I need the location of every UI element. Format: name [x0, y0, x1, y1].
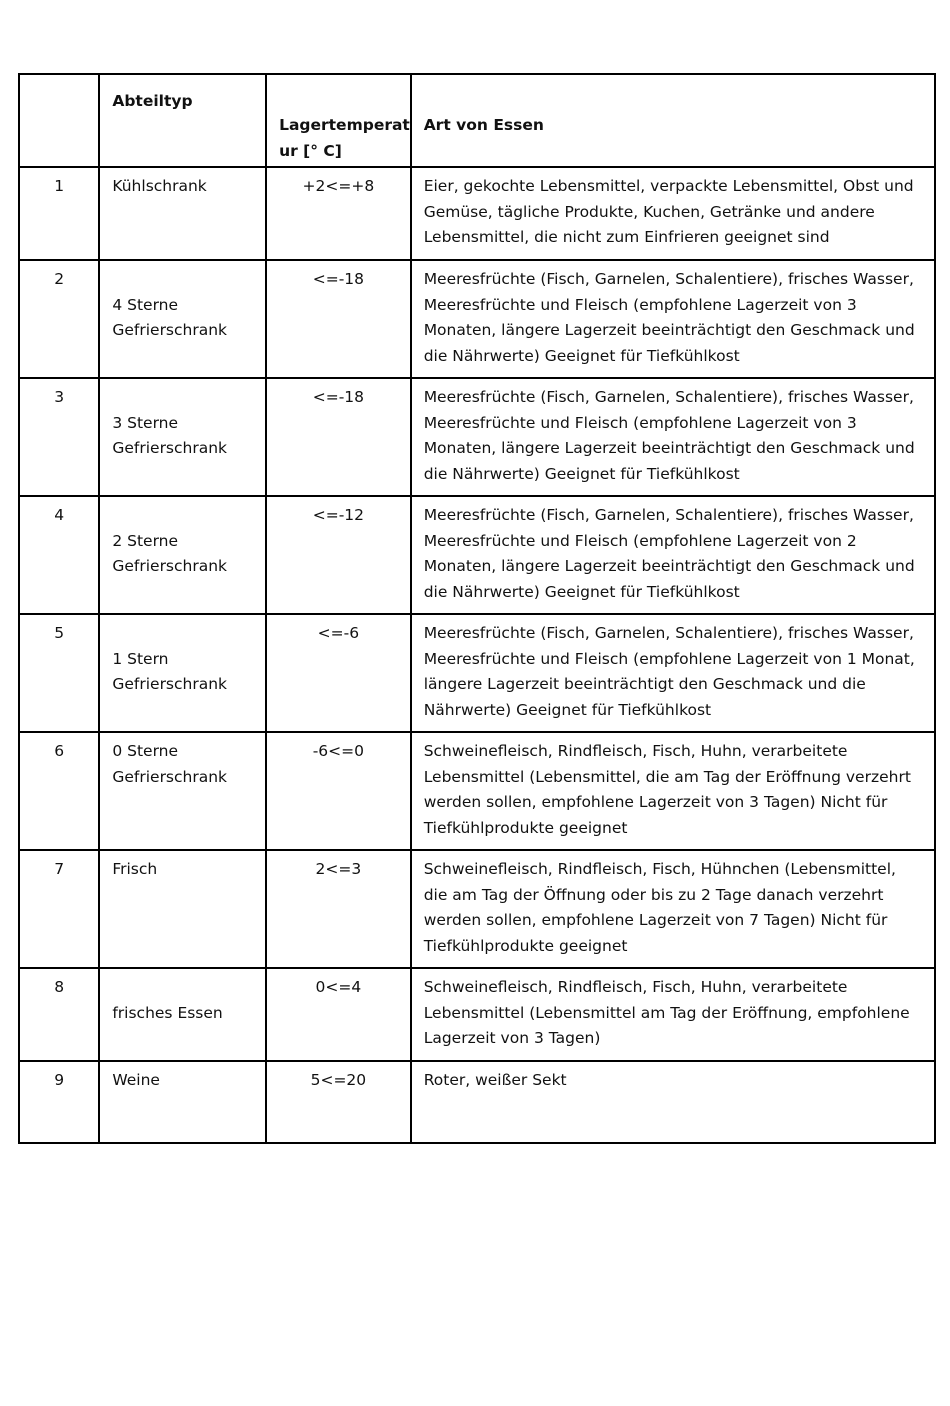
- table-row: [19, 496, 935, 614]
- table-row: [19, 850, 935, 968]
- row-number: 8: [19, 968, 99, 1061]
- food-description: Meeresfrüchte (Fisch, Garnelen, Schalentiere), frisches Wasser, Meeresfrüchte und Fleisch (empfohlene Lagerzeit von 1 Monat, längere Lagerzeit beeinträchtigt den Geschmack und die Nährwerte) Geeignet für Tiefkühlkost: [411, 614, 935, 732]
- row-number: 5: [19, 614, 99, 732]
- compartment-type: 2 Sterne Gefrierschrank: [99, 496, 266, 614]
- storage-temperature: <=-6: [266, 614, 411, 732]
- storage-temperature: <=-18: [266, 260, 411, 378]
- compartment-type: 0 Sterne Gefrierschrank: [99, 732, 266, 850]
- table-row: [19, 732, 935, 850]
- row-number: 4: [19, 496, 99, 614]
- compartment-type: 3 Sterne Gefrierschrank: [99, 378, 266, 496]
- row-number: 1: [19, 167, 99, 260]
- table-row: [19, 968, 935, 1061]
- row-number: 9: [19, 1061, 99, 1143]
- table-row: [19, 167, 935, 260]
- food-description: Schweinefleisch, Rindfleisch, Fisch, Huhn, verarbeitete Lebensmittel (Lebensmittel am Tag der Eröffnung, empfohlene Lagerzeit von 3 Tagen): [411, 968, 935, 1061]
- food-description: Schweinefleisch, Rindfleisch, Fisch, Hühnchen (Lebensmittel, die am Tag der Öffnung oder bis zu 2 Tage danach verzehrt werden sollen, empfohlene Lagerzeit von 7 Tagen) Nicht für Tiefkühlprodukte geeignet: [411, 850, 935, 968]
- table-row: [19, 1061, 935, 1143]
- food-description: Schweinefleisch, Rindfleisch, Fisch, Huhn, verarbeitete Lebensmittel (Lebensmittel, die am Tag der Eröffnung verzehrt werden sollen, empfohlene Lagerzeit von 3 Tagen) Nicht für Tiefkühlprodukte geeignet: [411, 732, 935, 850]
- compartment-type: Kühlschrank: [99, 167, 266, 260]
- storage-temperature: -6<=0: [266, 732, 411, 850]
- storage-temperature: 0<=4: [266, 968, 411, 1061]
- table-row: [19, 260, 935, 378]
- row-number: 6: [19, 732, 99, 850]
- storage-temperature: <=-18: [266, 378, 411, 496]
- food-description: Meeresfrüchte (Fisch, Garnelen, Schalentiere), frisches Wasser, Meeresfrüchte und Fleisch (empfohlene Lagerzeit von 2 Monaten, längere Lagerzeit beeinträchtigt den Geschmack und die Nährwerte) Geeignet für Tiefkühlkost: [411, 496, 935, 614]
- header-food-type: Art von Essen: [411, 74, 935, 167]
- table-row: [19, 378, 935, 496]
- header-number: [19, 74, 99, 167]
- row-number: 7: [19, 850, 99, 968]
- header-storage-temperature: Lagertemperat ur [° C]: [266, 74, 411, 167]
- table-row: [19, 614, 935, 732]
- food-description: Meeresfrüchte (Fisch, Garnelen, Schalentiere), frisches Wasser, Meeresfrüchte und Fleisch (empfohlene Lagerzeit von 3 Monaten, längere Lagerzeit beeinträchtigt den Geschmack und die Nährwerte) Geeignet für Tiefkühlkost: [411, 378, 935, 496]
- food-description: Meeresfrüchte (Fisch, Garnelen, Schalentiere), frisches Wasser, Meeresfrüchte und Fleisch (empfohlene Lagerzeit von 3 Monaten, längere Lagerzeit beeinträchtigt den Geschmack und die Nährwerte) Geeignet für Tiefkühlkost: [411, 260, 935, 378]
- compartment-type: frisches Essen: [99, 968, 266, 1061]
- storage-temperature: 5<=20: [266, 1061, 411, 1143]
- row-number: 2: [19, 260, 99, 378]
- compartment-type: 4 Sterne Gefrierschrank: [99, 260, 266, 378]
- storage-temperature: +2<=+8: [266, 167, 411, 260]
- compartment-type: 1 Stern Gefrierschrank: [99, 614, 266, 732]
- header-compartment-type: Abteiltyp: [99, 74, 266, 167]
- storage-table: [18, 73, 936, 1144]
- storage-temperature: 2<=3: [266, 850, 411, 968]
- table-header-row: [19, 74, 935, 167]
- food-description: Roter, weißer Sekt: [411, 1061, 935, 1143]
- compartment-type: Frisch: [99, 850, 266, 968]
- storage-temperature: <=-12: [266, 496, 411, 614]
- compartment-type: Weine: [99, 1061, 266, 1143]
- row-number: 3: [19, 378, 99, 496]
- food-description: Eier, gekochte Lebensmittel, verpackte Lebensmittel, Obst und Gemüse, tägliche Produkte, Kuchen, Getränke und andere Lebensmittel, die nicht zum Einfrieren geeignet sind: [411, 167, 935, 260]
